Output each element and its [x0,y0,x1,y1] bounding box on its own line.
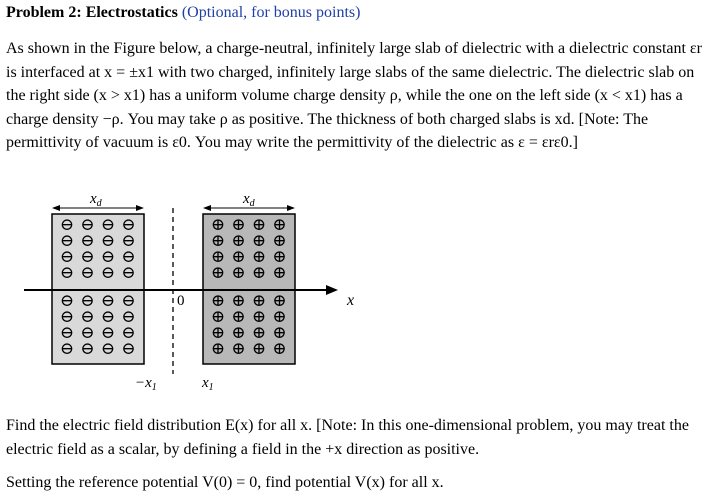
left-width-arrowhead-right [136,205,144,211]
intro-line-5: thickness of both charged slabs is xd. [Note: The permittivity of vacuum is ε0. You may write [6,110,649,151]
negative-charge-symbol: ⊖ [100,231,116,250]
positive-charge-symbol: ⊕ [272,339,287,358]
positive-charge-symbol: ⊕ [251,323,267,342]
positive-charge-symbol: ⊕ [231,323,246,342]
problem-heading [6,3,360,23]
origin-label: 0 [177,293,185,309]
negative-charge-symbol: ⊖ [100,339,116,358]
right-width-label: $x_d$ [243,191,255,209]
negative-charge-symbol: ⊖ [59,291,75,310]
positive-charge-symbol: ⊕ [251,247,267,266]
negative-charge-symbol: ⊖ [59,307,75,326]
negative-charge-symbol: ⊖ [80,215,95,234]
negative-charge-symbol: ⊖ [100,307,116,326]
negative-charge-symbol: ⊖ [59,263,75,282]
right-interface-label: $x_1$ [202,375,214,393]
negative-charge-symbol: ⊖ [121,263,136,282]
negative-charge-symbol: ⊖ [100,215,116,234]
x-axis-arrowhead [326,285,338,295]
negative-charge-symbol: ⊖ [80,339,95,358]
negative-charge-symbol: ⊖ [80,263,95,282]
positive-charge-symbol: ⊕ [251,215,267,234]
positive-charge-symbol: ⊕ [210,247,226,266]
positive-charge-symbol: ⊕ [231,291,246,310]
positive-charge-symbol: ⊕ [210,263,226,282]
positive-charge-symbol: ⊕ [272,215,287,234]
intro-line-3: dielectric. The dielectric slab on the right side (x > x1) has a uniform volume charge density ρ, [6,63,695,104]
negative-charge-symbol: ⊖ [80,323,95,342]
negative-charge-symbol: ⊖ [121,323,136,342]
negative-charge-symbol: ⊖ [121,307,136,326]
question-2: Setting the reference potential V(0) = 0, find potential V(x) for all x. [6,474,444,491]
positive-charge-symbol: ⊕ [210,291,226,310]
question-1-line-2: may treat the electric field as a scalar, by defining a field in the +x direction as positive. [6,417,689,458]
positive-charge-symbol: ⊕ [210,323,226,342]
intro-line-4: while the one on the left side (x < x1) has a charge density −ρ. You may take ρ as positive. The [6,87,683,128]
positive-charge-symbol: ⊕ [231,339,246,358]
positive-charge-symbol: ⊕ [210,231,226,250]
negative-charge-symbol: ⊖ [59,323,75,342]
intro-line-6: the permittivity of the dielectric as ε = εrε0.] [293,134,578,151]
positive-charge-symbol: ⊕ [231,307,246,326]
positive-charge-symbol: ⊕ [231,263,246,282]
positive-charge-symbol: ⊕ [210,215,226,234]
positive-charge-symbol: ⊕ [272,323,287,342]
slab-figure [0,188,380,394]
negative-charge-symbol: ⊖ [100,247,116,266]
x-axis-label: x [347,292,355,309]
negative-charge-symbol: ⊖ [80,247,95,266]
question-1-line-1: Find the electric field distribution E(x) for all x. [Note: In this one-dimensional problem, you [6,417,602,434]
intro-paragraph [6,37,706,155]
negative-charge-symbol: ⊖ [80,231,95,250]
negative-charge-symbol: ⊖ [59,339,75,358]
negative-charge-symbol: ⊖ [100,323,116,342]
negative-charge-symbol: ⊖ [59,231,75,250]
negative-charge-symbol: ⊖ [121,339,136,358]
right-width-arrowhead-left [203,205,211,211]
negative-charge-symbol: ⊖ [121,215,136,234]
positive-charge-symbol: ⊕ [272,231,287,250]
left-interface-label: $-x_1$ [135,375,157,393]
positive-charge-symbol: ⊕ [210,307,226,326]
positive-charge-symbol: ⊕ [231,215,246,234]
problem-title: Problem 2: Electrostatics [6,4,178,21]
negative-charge-symbol: ⊖ [80,307,95,326]
right-width-arrowhead-right [287,205,295,211]
question-1 [6,414,706,461]
slab-diagram [0,188,380,394]
positive-charge-symbol: ⊕ [210,339,226,358]
intro-line-2: dielectric constant εr is interfaced at x = ±x1 with two charged, infinitely large slabs of the same [6,40,702,81]
negative-charge-symbol: ⊖ [59,215,75,234]
negative-charge-symbol: ⊖ [100,263,116,282]
left-width-label: $x_d$ [90,191,102,209]
negative-charge-symbol: ⊖ [80,291,95,310]
negative-charge-symbol: ⊖ [121,247,136,266]
positive-charge-symbol: ⊕ [251,263,267,282]
positive-charge-symbol: ⊕ [251,307,267,326]
negative-charge-symbol: ⊖ [100,291,116,310]
positive-charge-symbol: ⊕ [272,291,287,310]
positive-charge-symbol: ⊕ [231,231,246,250]
negative-charge-symbol: ⊖ [59,247,75,266]
positive-charge-symbol: ⊕ [272,263,287,282]
positive-charge-symbol: ⊕ [251,291,267,310]
negative-charge-symbol: ⊖ [121,291,136,310]
intro-line-1: As shown in the Figure below, a charge-neutral, infinitely large slab of dielectric with a [6,40,566,57]
negative-charge-symbol: ⊖ [121,231,136,250]
positive-charge-symbol: ⊕ [231,247,246,266]
positive-charge-symbol: ⊕ [251,339,267,358]
problem-note: (Optional, for bonus points) [181,4,361,21]
positive-charge-symbol: ⊕ [272,307,287,326]
positive-charge-symbol: ⊕ [272,247,287,266]
left-width-arrowhead-left [52,205,60,211]
positive-charge-symbol: ⊕ [251,231,267,250]
